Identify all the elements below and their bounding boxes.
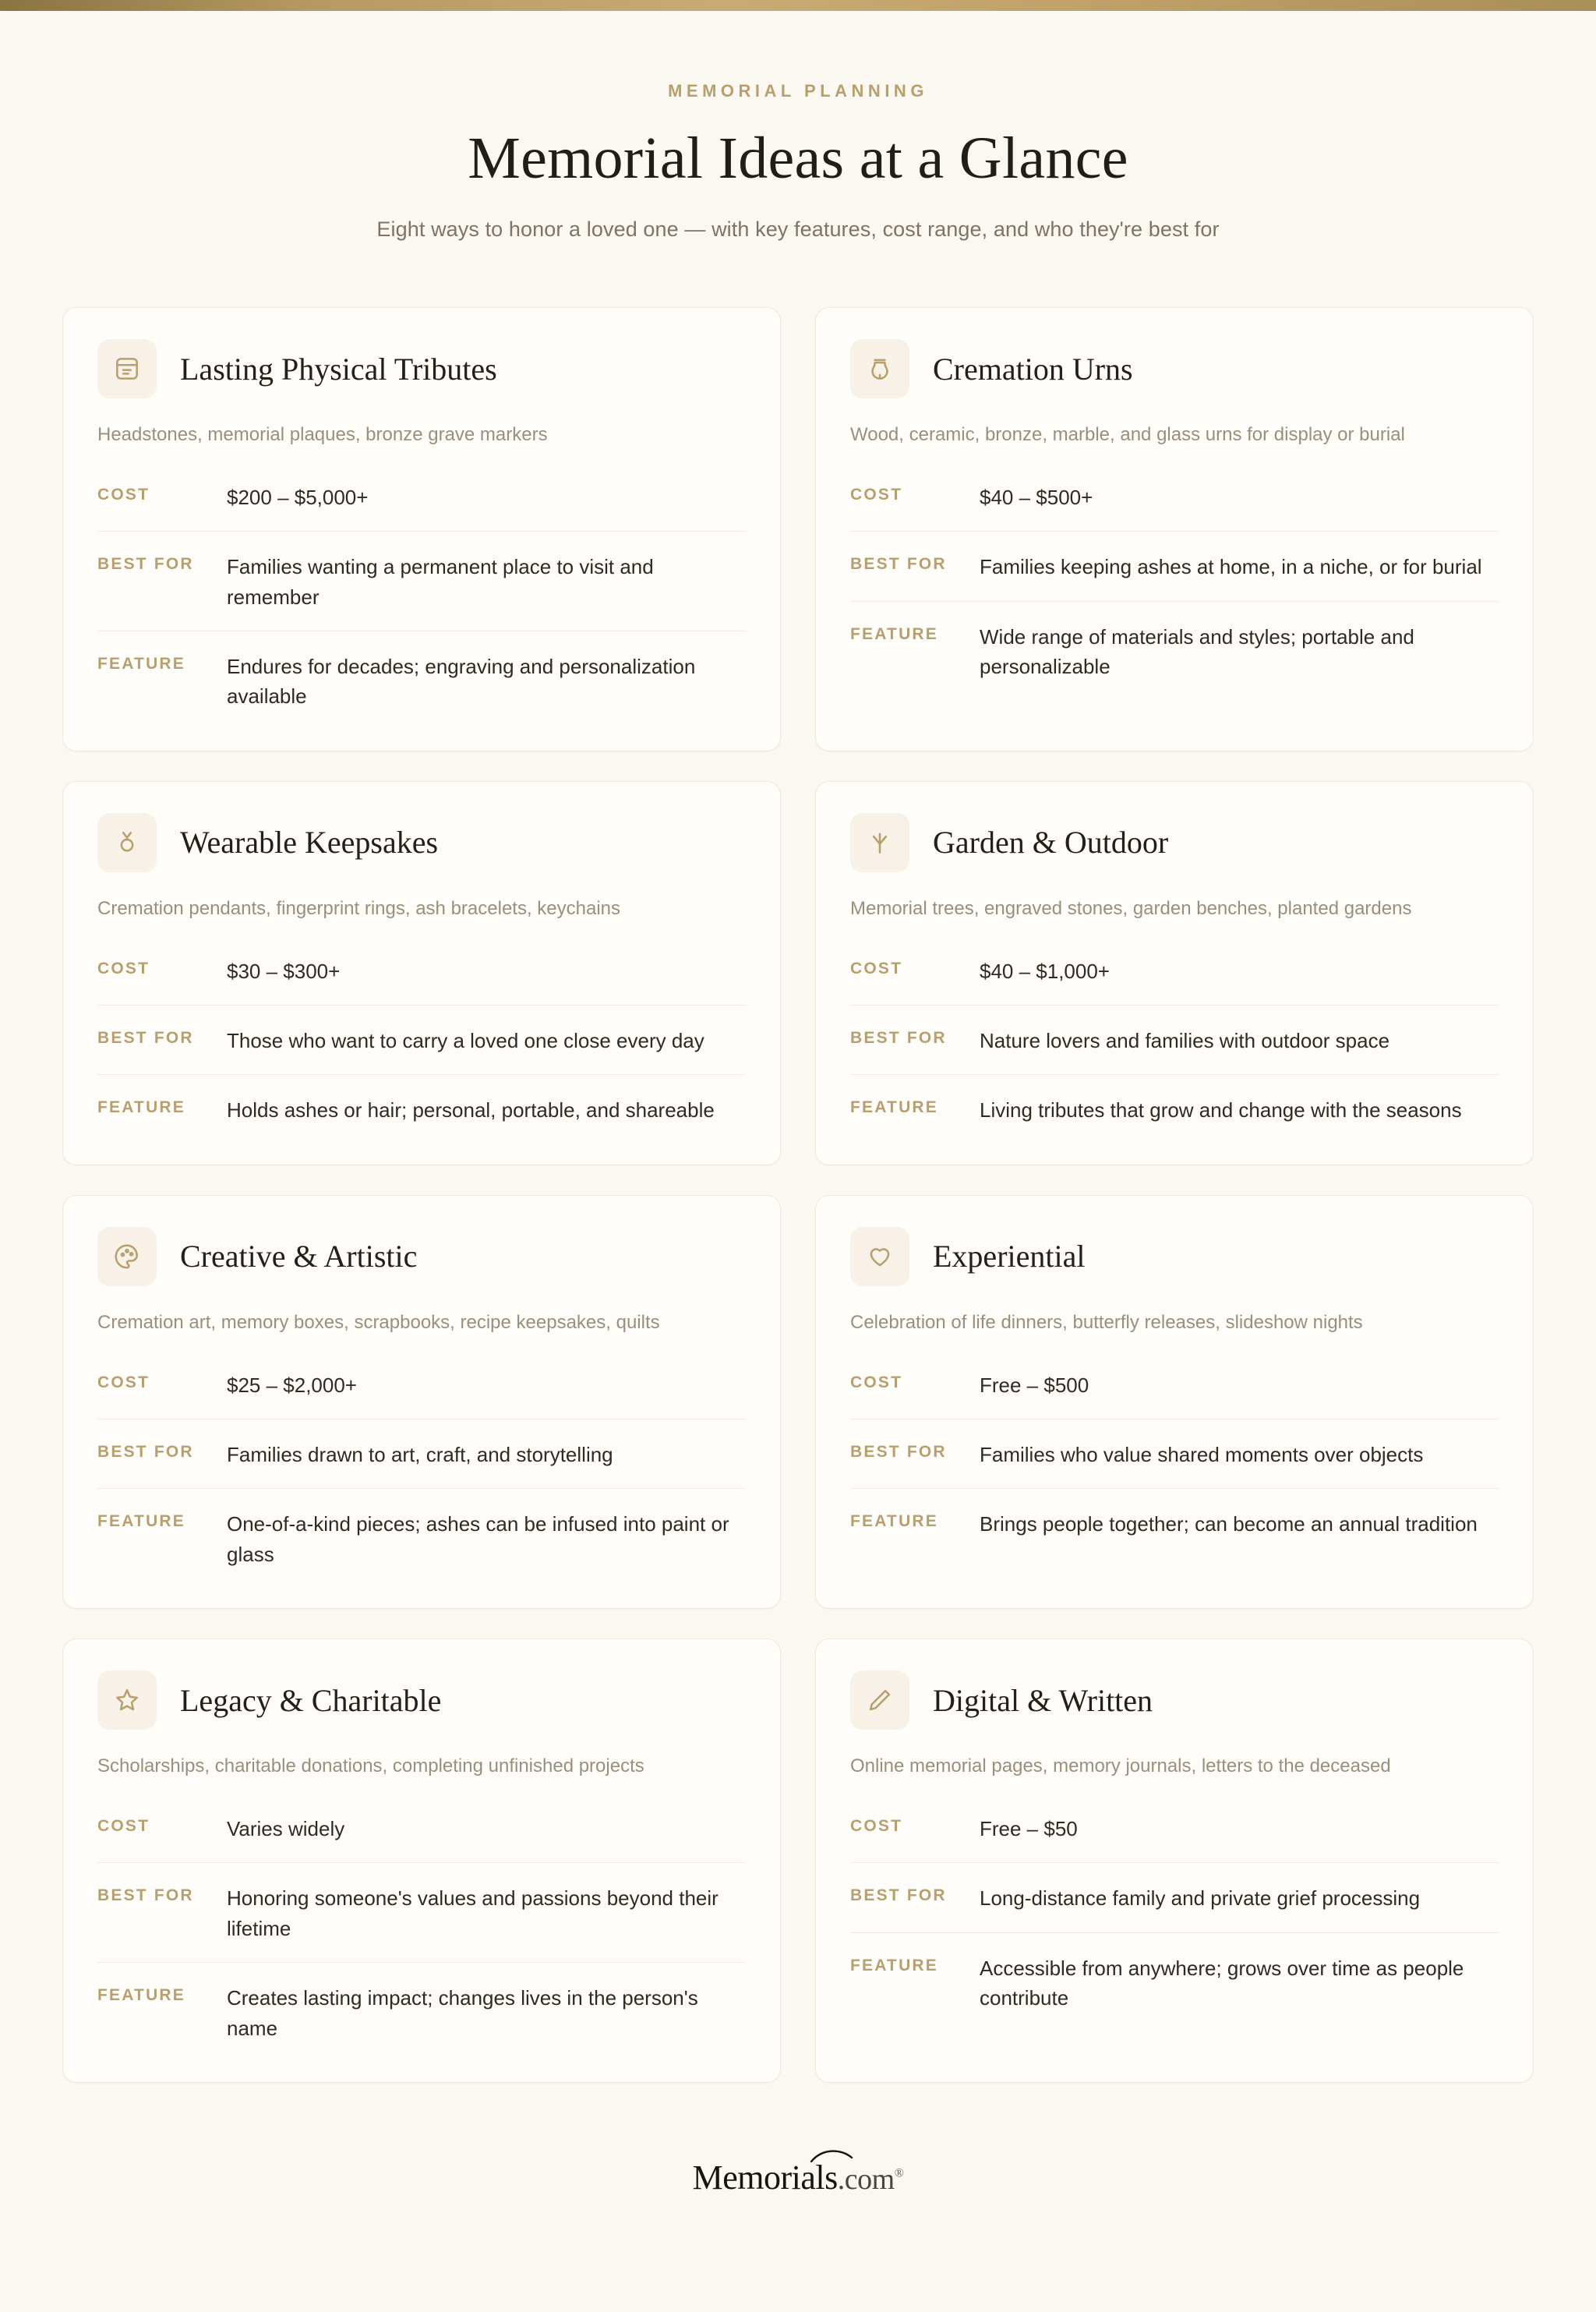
feature-label: FEATURE	[850, 624, 939, 643]
best-for-label: BEST FOR	[97, 1443, 194, 1461]
memorial-card	[62, 1639, 781, 2083]
cost-label: COST	[850, 1373, 903, 1391]
cost-row	[850, 1350, 1499, 1419]
feature-label: FEATURE	[97, 1098, 186, 1117]
cost-value: Varies widely	[227, 1817, 345, 1840]
feature-label: FEATURE	[850, 1512, 939, 1531]
cost-row	[97, 462, 746, 532]
feature-value: Accessible from anywhere; grows over time as people contribute	[980, 1956, 1464, 2010]
cost-value: Free – $50	[980, 1817, 1078, 1840]
cost-row	[97, 1794, 746, 1863]
feature-value: Endures for decades; engraving and personalization available	[227, 655, 696, 709]
card-subtitle: Cremation art, memory boxes, scrapbooks, recipe keepsakes, quilts	[97, 1311, 660, 1333]
feature-value: Holds ashes or hair; personal, portable, and shareable	[227, 1098, 715, 1122]
card-header	[97, 339, 746, 398]
cost-label: COST	[850, 1817, 903, 1835]
card-subtitle: Wood, ceramic, bronze, marble, and glass urns for display or burial	[850, 424, 1405, 445]
card-header	[850, 1670, 1499, 1730]
cost-row	[850, 1794, 1499, 1863]
memorial-card	[62, 307, 781, 751]
cost-label: COST	[97, 959, 150, 977]
card-header	[850, 339, 1499, 398]
card-rows	[850, 462, 1499, 687]
best-for-value: Families drawn to art, craft, and storytelling	[227, 1443, 613, 1466]
pencil-icon	[850, 1670, 909, 1730]
card-subtitle: Online memorial pages, memory journals, letters to the deceased	[850, 1755, 1391, 1777]
card-header	[850, 813, 1499, 872]
cost-row	[97, 1350, 746, 1419]
card-title: Experiential	[933, 1239, 1086, 1274]
cost-value: $200 – $5,000+	[227, 485, 369, 509]
footer	[62, 2158, 1534, 2252]
card-rows	[97, 936, 746, 1130]
feature-row	[850, 1075, 1499, 1129]
feature-value: Brings people together; can become an annual tradition	[980, 1512, 1478, 1536]
feature-label: FEATURE	[97, 1512, 186, 1531]
card-subtitle: Memorial trees, engraved stones, garden benches, planted gardens	[850, 897, 1412, 919]
cost-row	[850, 936, 1499, 1006]
memorial-card	[815, 1639, 1534, 2083]
page-container	[0, 11, 1596, 2252]
card-title: Creative & Artistic	[180, 1239, 418, 1274]
feature-row	[850, 1489, 1499, 1543]
cost-value: $40 – $1,000+	[980, 959, 1110, 983]
card-subtitle: Headstones, memorial plaques, bronze grave markers	[97, 424, 548, 445]
best-for-value: Families wanting a permanent place to visit and remember	[227, 555, 654, 609]
card-subtitle: Cremation pendants, fingerprint rings, ash bracelets, keychains	[97, 897, 621, 919]
brand-logo[interactable]	[693, 2158, 904, 2197]
memorial-card	[62, 781, 781, 1165]
card-header	[850, 1227, 1499, 1286]
feature-label: FEATURE	[97, 1986, 186, 2005]
card-rows	[850, 1350, 1499, 1544]
feature-row	[97, 631, 746, 716]
feature-row	[97, 1075, 746, 1129]
card-subtitle: Scholarships, charitable donations, completing unfinished projects	[97, 1755, 644, 1777]
best-for-row	[97, 532, 746, 631]
best-for-value: Those who want to carry a loved one close every day	[227, 1029, 704, 1052]
swoosh-icon	[810, 2147, 853, 2164]
card-title: Lasting Physical Tributes	[180, 351, 497, 387]
card-title: Digital & Written	[933, 1682, 1153, 1718]
feature-row	[850, 1933, 1499, 2018]
best-for-label: BEST FOR	[850, 1886, 947, 1905]
pendant-icon	[97, 813, 157, 872]
feature-value: Creates lasting impact; changes lives in the person's name	[227, 1986, 698, 2040]
urn-icon	[850, 339, 909, 398]
best-for-label: BEST FOR	[850, 1443, 947, 1461]
card-header	[97, 1227, 746, 1286]
card-rows	[97, 1794, 746, 2048]
card-rows	[97, 462, 746, 716]
card-title: Legacy & Charitable	[180, 1682, 442, 1718]
feature-label: FEATURE	[850, 1956, 939, 1974]
best-for-label: BEST FOR	[850, 555, 947, 574]
card-subtitle: Celebration of life dinners, butterfly releases, slideshow nights	[850, 1311, 1363, 1333]
cost-value: $30 – $300+	[227, 959, 341, 983]
feature-row	[850, 602, 1499, 687]
page-subtitle: Eight ways to honor a loved one — with key features, cost range, and who they're best for	[376, 217, 1220, 241]
best-for-row	[850, 1006, 1499, 1075]
cost-label: COST	[850, 485, 903, 504]
headstone-icon	[97, 339, 157, 398]
feature-value: One-of-a-kind pieces; ashes can be infused into paint or glass	[227, 1512, 729, 1566]
card-rows	[850, 936, 1499, 1130]
tree-icon	[850, 813, 909, 872]
cost-label: COST	[850, 959, 903, 977]
best-for-row	[97, 1419, 746, 1489]
palette-icon	[97, 1227, 157, 1286]
registered-mark: ®	[894, 2166, 904, 2180]
best-for-label: BEST FOR	[97, 1029, 194, 1047]
feature-value: Living tributes that grow and change with the seasons	[980, 1098, 1462, 1122]
best-for-value: Families keeping ashes at home, in a niche, or for burial	[980, 555, 1482, 579]
feature-label: FEATURE	[97, 655, 186, 673]
feature-row	[97, 1963, 746, 2048]
best-for-value: Families who value shared moments over objects	[980, 1443, 1424, 1466]
memorial-card	[815, 1195, 1534, 1609]
card-header	[97, 813, 746, 872]
top-accent-bar	[0, 0, 1596, 11]
feature-label: FEATURE	[850, 1098, 939, 1117]
card-rows	[97, 1350, 746, 1575]
memorial-card	[815, 307, 1534, 751]
cost-value: $25 – $2,000+	[227, 1373, 357, 1397]
feature-row	[97, 1489, 746, 1574]
cost-label: COST	[97, 485, 150, 504]
best-for-label: BEST FOR	[850, 1029, 947, 1047]
best-for-row	[850, 532, 1499, 601]
best-for-label: BEST FOR	[97, 1886, 194, 1905]
cost-value: $40 – $500+	[980, 485, 1093, 509]
cards-grid	[62, 307, 1534, 2083]
cost-label: COST	[97, 1817, 150, 1835]
page-title: Memorial Ideas at a Glance	[468, 125, 1128, 191]
feature-value: Wide range of materials and styles; portable and personalizable	[980, 624, 1414, 678]
card-title: Garden & Outdoor	[933, 825, 1169, 861]
cost-row	[97, 936, 746, 1006]
card-header	[97, 1670, 746, 1730]
cost-value: Free – $500	[980, 1373, 1089, 1397]
best-for-row	[97, 1006, 746, 1075]
memorial-card	[62, 1195, 781, 1609]
cost-row	[850, 462, 1499, 532]
brand-name: Memorials	[692, 2158, 838, 2197]
card-title: Cremation Urns	[933, 351, 1133, 387]
card-rows	[850, 1794, 1499, 2018]
heart-icon	[850, 1227, 909, 1286]
best-for-row	[850, 1419, 1499, 1489]
best-for-label: BEST FOR	[97, 555, 194, 574]
best-for-value: Nature lovers and families with outdoor space	[980, 1029, 1390, 1052]
star-icon	[97, 1670, 157, 1730]
best-for-row	[850, 1863, 1499, 1932]
best-for-row	[97, 1863, 746, 1963]
best-for-value: Long-distance family and private grief processing	[980, 1886, 1421, 1911]
eyebrow-label: MEMORIAL PLANNING	[668, 81, 928, 101]
card-title: Wearable Keepsakes	[180, 825, 439, 861]
best-for-value: Honoring someone's values and passions beyond their lifetime	[227, 1886, 719, 1940]
brand-domain: .com	[837, 2163, 895, 2197]
memorial-card	[815, 781, 1534, 1165]
cost-label: COST	[97, 1373, 150, 1391]
